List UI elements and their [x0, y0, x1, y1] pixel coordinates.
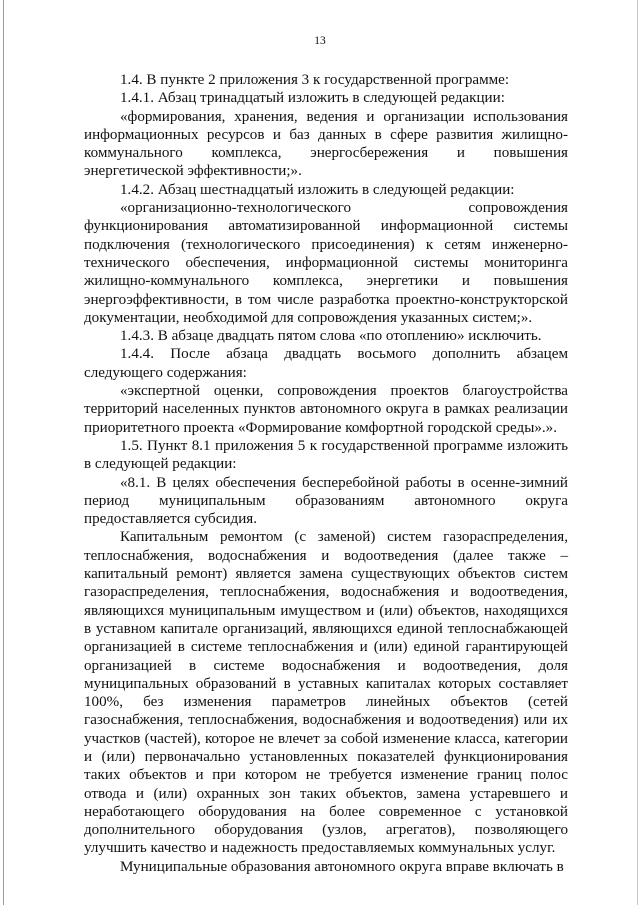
paragraph-quote-1: «формирования, хранения, ведения и организации использования информационных ресурсов и баз данных в сфере развития жилищно-коммунального комплекса, энергосбережения и повышения энергетической эффективности;».: [84, 108, 568, 180]
paragraph-1-4-4: 1.4.4. После абзаца двадцать восьмого дополнить абзацем следующего содержания:: [84, 346, 568, 381]
document-body: [84, 71, 568, 876]
paragraph-1-5: 1.5. Пункт 8.1 приложения 5 к государственной программе изложить в следующей редакции:: [84, 437, 568, 473]
paragraph-1-4: 1.4. В пункте 2 приложения 3 к государственной программе:: [120, 72, 510, 88]
scan-edge-right: [637, 0, 638, 905]
paragraph-capital-repair: Капитальным ремонтом (с заменой) систем газораспределения, теплоснабжения, водоснабжения и водоотведения (далее также – капитальный ремонт) является замена существующих объектов систем газораспределения, теплоснабжения, водоснабжения и водоотведения, являющихся муниципальным имуществом и (или) объектов, находящихся в уставном капитале организаций, являющихся единой теплоснабжающей организацией в системе теплоснабжения и (или) единой гарантирующей организацией в системе водоснабжения и водоотведения, доля муниципальных образований в уставных капиталах которых составляет 100%, без изменения параметров линейных объектов (сетей газоснабжения, теплоснабжения, водоснабжения и водоотведения) или их участков (частей), которое не влечет за собой изменение класса, категории и (или) первоначально установленных показателей функционирования таких объектов и при котором не требуется изменение границ полос отвода и (или) охранных зон таких объектов, замена устаревшего и неработающего оборудования на более современное с установкой дополнительного оборудования (узлов, агрегатов), позволяющего улучшить качество и надежность предоставляемых коммунальных услуг.: [84, 529, 568, 857]
paragraph-1-4-3: 1.4.3. В абзаце двадцать пятом слова «по отоплению» исключить.: [120, 328, 542, 345]
paragraph-8-1: «8.1. В целях обеспечения бесперебойной работы в осенне-зимний период муниципальным образованиям автономного округа предоставляется субсидия.: [84, 474, 568, 528]
paragraph-quote-2: «организационно-технологического сопровождения функционирования автоматизированной информационной системы подключения (технологического присоединения) к сетям инженерно-технического обеспечения, информационной системы мониторинга жилищно-коммунального комплекса, энергетики и повышения энергоэффективности, в том числе разработка проектно-конструкторской документации, необходимой для сопровождения указанных систем;».: [84, 200, 568, 326]
paragraph-1-4-1: 1.4.1. Абзац тринадцатый изложить в следующей редакции:: [120, 90, 505, 107]
paragraph-municipal: Муниципальные образования автономного округа вправе включать в: [120, 858, 564, 875]
paragraph-1-4-2: 1.4.2. Абзац шестнадцатый изложить в следующей редакции:: [120, 181, 515, 198]
scan-edge-left: [3, 0, 4, 905]
paragraph-quote-3: «экспертной оценки, сопровождения проектов благоустройства территорий населенных пунктов автономного округа в рамках реализации приоритетного проекта «Формирование комфортной городской среды».».: [84, 383, 568, 436]
page-number: 13: [314, 35, 326, 47]
